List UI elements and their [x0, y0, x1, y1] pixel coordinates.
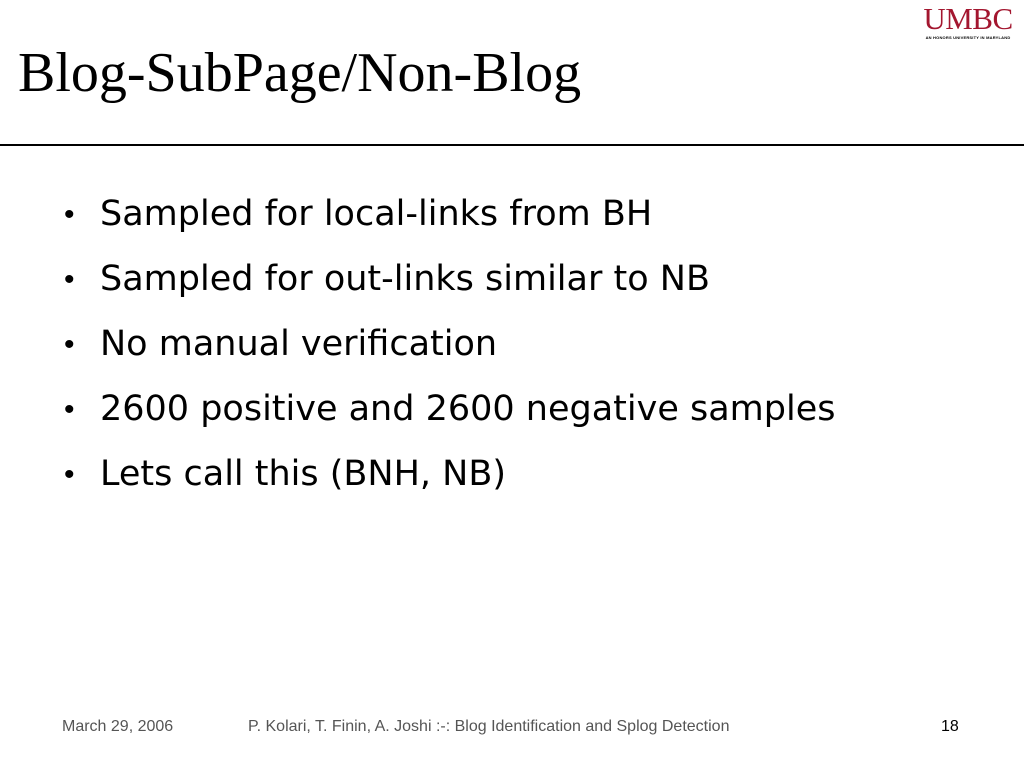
- logo-tagline: AN HONORS UNIVERSITY IN MARYLAND: [925, 35, 1011, 40]
- title-divider: [0, 144, 1024, 146]
- bullet-text: 2600 positive and 2600 negative samples: [100, 389, 836, 429]
- bullet-icon: •: [64, 328, 75, 361]
- logo-wordmark: UMBC: [923, 1, 1013, 36]
- page-number: 18: [941, 718, 959, 735]
- bullet-icon: •: [64, 393, 75, 426]
- bullet-icon: •: [64, 198, 75, 231]
- footer-date: March 29, 2006: [62, 718, 174, 735]
- umbc-logo: [918, 2, 1018, 44]
- bullet-text: No manual verification: [100, 324, 498, 364]
- bullet-text: Sampled for local-links from BH: [100, 194, 653, 234]
- bullet-text: Lets call this (BNH, NB): [100, 454, 507, 494]
- slide-title: Blog-SubPage/Non-Blog: [18, 42, 582, 104]
- bullet-icon: •: [64, 263, 75, 296]
- bullet-text: Sampled for out-links similar to NB: [100, 259, 710, 299]
- bullet-icon: •: [64, 458, 75, 491]
- footer-citation: P. Kolari, T. Finin, A. Joshi :-: Blog Identification and Splog Detection: [248, 718, 730, 735]
